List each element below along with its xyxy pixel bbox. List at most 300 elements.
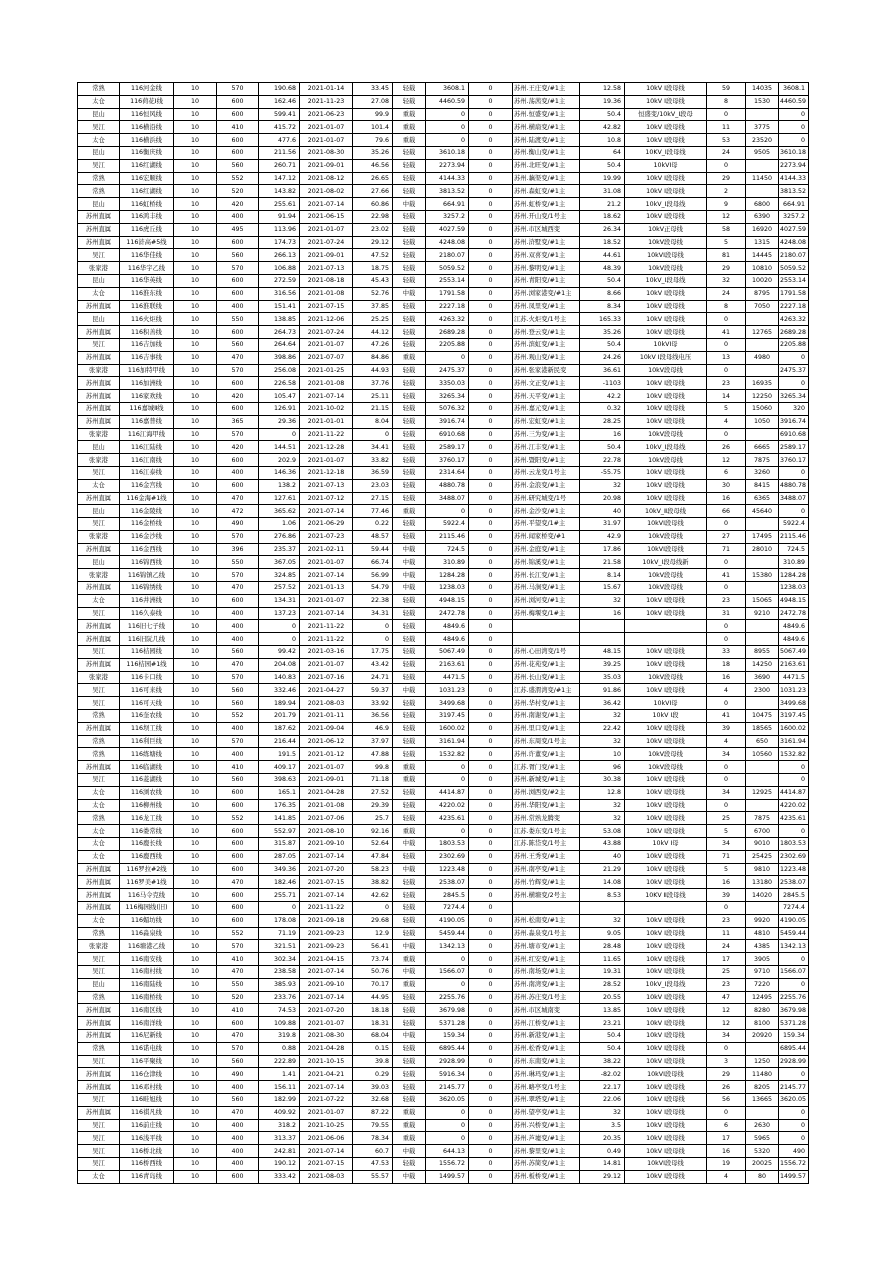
cell-capacity: 6390 [746, 210, 779, 223]
cell-remaining-capacity: 4027.59 [426, 223, 469, 236]
cell-transformer-load: 32 [580, 812, 625, 825]
cell-capacity: 4810 [746, 927, 779, 940]
cell-voltage: 10 [174, 710, 217, 723]
cell-load-status: 轻载 [393, 95, 426, 108]
cell-company: 苏州直属 [78, 390, 120, 403]
cell-company: 吴江 [78, 953, 120, 966]
cell-capacity: 12765 [746, 326, 779, 339]
cell-voltage: 10 [174, 185, 217, 198]
cell-rated-current: 600 [217, 326, 259, 339]
cell-transformer-load: 19.99 [580, 172, 625, 185]
cell-company: 常熟 [78, 185, 120, 198]
cell-load-rate: 0 [353, 428, 393, 441]
cell-max-current: 238.58 [259, 965, 300, 978]
cell-max-current: 0.88 [259, 1042, 300, 1055]
cell-max-current: 319.8 [259, 1029, 300, 1042]
table-row [78, 556, 809, 569]
cell-max-current: 147.12 [259, 172, 300, 185]
cell-user-count: 16 [707, 876, 746, 889]
cell-load-status: 轻载 [393, 236, 426, 249]
cell-rated-current: 400 [217, 1132, 259, 1145]
cell-load-rate: 52.64 [353, 838, 393, 851]
cell-substation: 苏州.衡山变/#1主 [513, 146, 580, 159]
cell-available-capacity: 4849.6 [779, 633, 809, 646]
cell-line-name: 116久泰线 [120, 607, 174, 620]
cell-remaining-capacity: 1284.28 [426, 569, 469, 582]
table-row [78, 249, 809, 262]
cell-bus-section: 10kV Ⅰ段母线 [625, 1093, 707, 1106]
table-row [78, 134, 809, 147]
cell-available-capacity: 4263.32 [779, 313, 809, 326]
cell-capacity: 4385 [746, 940, 779, 953]
cell-remaining-capacity: 310.89 [426, 556, 469, 569]
cell-capacity: 5320 [746, 1145, 779, 1158]
cell-user-count: 23 [707, 914, 746, 927]
cell-company: 吴江 [78, 774, 120, 787]
cell-company: 吴江 [78, 1093, 120, 1106]
cell-capacity: 80 [746, 1170, 779, 1183]
cell-substation: 苏州.松香变/#1主 [513, 1042, 580, 1055]
cell-company: 苏州直属 [78, 1029, 120, 1042]
cell-bus-section: 10kV Ⅰ段母线 [625, 390, 707, 403]
cell-load-rate: 27.15 [353, 492, 393, 505]
cell-company: 常熟 [78, 991, 120, 1004]
table-row [78, 889, 809, 902]
cell-line-name: 116金西线 [120, 543, 174, 556]
cell-user-count: 25 [707, 965, 746, 978]
cell-date: 2021-07-24 [300, 326, 353, 339]
cell-capacity: 23520 [746, 134, 779, 147]
cell-line-name: 116前庄线 [120, 1119, 174, 1132]
cell-line-name: 116锦西线 [120, 556, 174, 569]
cell-company: 太仓 [78, 479, 120, 492]
cell-date: 2021-07-14 [300, 505, 353, 518]
cell-company: 吴江 [78, 697, 120, 710]
cell-company: 昆山 [78, 198, 120, 211]
cell-substation: 苏州.黎里变/#1主 [513, 1145, 580, 1158]
cell-date: 2021-07-14 [300, 850, 353, 863]
cell-remaining-capacity: 6910.68 [426, 428, 469, 441]
cell-remaining-capacity: 1031.23 [426, 684, 469, 697]
cell-bus-section: 10kV Ⅰ段母线 [625, 287, 707, 300]
cell-line-name: 116桔园#1线 [120, 658, 174, 671]
cell-available-capacity: 1238.03 [779, 582, 809, 595]
cell-bus-section: 10kV Ⅰ段母线 [625, 914, 707, 927]
cell-remaining-capacity: 5371.28 [426, 1017, 469, 1030]
cell-line-name: 116可天线 [120, 697, 174, 710]
cell-bus-section: 10kVI母 [625, 338, 707, 351]
cell-flag: 0 [469, 671, 513, 684]
cell-transformer-load: 50.4 [580, 338, 625, 351]
cell-voltage: 10 [174, 735, 217, 748]
cell-max-current: 178.08 [259, 914, 300, 927]
cell-flag: 0 [469, 1119, 513, 1132]
cell-capacity [746, 185, 779, 198]
cell-remaining-capacity: 3610.18 [426, 146, 469, 159]
cell-load-status: 轻载 [393, 786, 426, 799]
cell-voltage: 10 [174, 876, 217, 889]
cell-remaining-capacity: 3161.94 [426, 735, 469, 748]
cell-rated-current: 552 [217, 927, 259, 940]
cell-line-name: 116浒高#5线 [120, 236, 174, 249]
cell-voltage: 10 [174, 454, 217, 467]
cell-capacity [746, 582, 779, 595]
cell-load-status: 轻载 [393, 364, 426, 377]
cell-flag: 0 [469, 108, 513, 121]
cell-remaining-capacity: 3679.98 [426, 1004, 469, 1017]
cell-rated-current: 410 [217, 953, 259, 966]
cell-date: 2021-08-10 [300, 825, 353, 838]
cell-max-current: 191.5 [259, 748, 300, 761]
cell-remaining-capacity: 2845.5 [426, 889, 469, 902]
cell-date: 2021-07-16 [300, 671, 353, 684]
cell-transformer-load: 31.08 [580, 185, 625, 198]
cell-user-count: 23 [707, 377, 746, 390]
cell-max-current: 264.64 [259, 338, 300, 351]
cell-voltage: 10 [174, 684, 217, 697]
cell-rated-current: 470 [217, 965, 259, 978]
cell-max-current: 398.86 [259, 351, 300, 364]
cell-user-count: 12 [707, 1017, 746, 1030]
cell-remaining-capacity: 5916.34 [426, 1068, 469, 1081]
cell-user-count: 23 [707, 594, 746, 607]
cell-flag: 0 [469, 198, 513, 211]
cell-available-capacity: 4190.05 [779, 914, 809, 927]
cell-date: 2021-01-08 [300, 377, 353, 390]
cell-max-current: 315.87 [259, 838, 300, 851]
cell-substation: 苏州.横塘变/2号主 [513, 889, 580, 902]
cell-available-capacity: 0 [779, 1119, 809, 1132]
cell-flag: 0 [469, 1042, 513, 1055]
cell-load-status: 轻载 [393, 223, 426, 236]
cell-remaining-capacity: 2115.46 [426, 530, 469, 543]
cell-max-current: 409.17 [259, 761, 300, 774]
cell-line-name: 116江陆线 [120, 441, 174, 454]
cell-transformer-load: 91.86 [580, 684, 625, 697]
cell-transformer-load: 16 [580, 607, 625, 620]
cell-load-status: 轻载 [393, 300, 426, 313]
cell-flag: 0 [469, 633, 513, 646]
cell-date: 2021-11-22 [300, 428, 353, 441]
cell-load-rate: 38.82 [353, 876, 393, 889]
cell-line-name: 116畦旭线 [120, 1093, 174, 1106]
cell-max-current: 134.31 [259, 594, 300, 607]
cell-load-rate: 78.34 [353, 1132, 393, 1145]
cell-available-capacity: 4027.59 [779, 223, 809, 236]
cell-load-status: 轻载 [393, 1042, 426, 1055]
cell-remaining-capacity: 6895.44 [426, 1042, 469, 1055]
cell-company: 常熟 [78, 927, 120, 940]
cell-user-count: 0 [707, 364, 746, 377]
cell-user-count: 0 [707, 633, 746, 646]
cell-user-count: 47 [707, 991, 746, 1004]
cell-remaining-capacity: 2180.07 [426, 249, 469, 262]
cell-capacity: 8205 [746, 1081, 779, 1094]
cell-load-rate: 47.88 [353, 748, 393, 761]
cell-max-current: 255.71 [259, 889, 300, 902]
table-row [78, 338, 809, 351]
cell-available-capacity: 1556.72 [779, 1157, 809, 1170]
cell-flag: 0 [469, 479, 513, 492]
cell-load-rate: 27.52 [353, 786, 393, 799]
cell-voltage: 10 [174, 786, 217, 799]
cell-company: 苏州直属 [78, 402, 120, 415]
cell-load-rate: 25.25 [353, 313, 393, 326]
cell-bus-section: 10kV Ⅰ段母线 [625, 812, 707, 825]
cell-available-capacity: 3620.05 [779, 1093, 809, 1106]
cell-remaining-capacity: 4471.5 [426, 671, 469, 684]
cell-substation: 苏州.江桥变/#1主 [513, 1017, 580, 1030]
cell-load-rate: 44.95 [353, 991, 393, 1004]
cell-load-status: 轻载 [393, 492, 426, 505]
cell-transformer-load: 29.12 [580, 1170, 625, 1183]
cell-remaining-capacity: 1499.57 [426, 1170, 469, 1183]
cell-remaining-capacity: 4190.05 [426, 914, 469, 927]
cell-user-count: 71 [707, 543, 746, 556]
cell-load-status: 轻载 [393, 1157, 426, 1170]
cell-load-rate: 22.38 [353, 594, 393, 607]
cell-company: 太仓 [78, 914, 120, 927]
cell-max-current: 316.56 [259, 287, 300, 300]
cell-load-rate: 77.46 [353, 505, 393, 518]
cell-line-name: 116坝工线 [120, 722, 174, 735]
cell-transformer-load: 12.58 [580, 83, 625, 96]
cell-load-rate: 42.62 [353, 889, 393, 902]
cell-bus-section: 10kV Ⅰ段母线 [625, 876, 707, 889]
cell-available-capacity: 2472.78 [779, 607, 809, 620]
cell-remaining-capacity: 1556.72 [426, 1157, 469, 1170]
cell-line-name: 116金宫线 [120, 479, 174, 492]
cell-flag: 0 [469, 927, 513, 940]
cell-available-capacity: 2553.14 [779, 274, 809, 287]
cell-load-rate: 71.18 [353, 774, 393, 787]
cell-load-rate: 29.12 [353, 236, 393, 249]
cell-capacity: 10560 [746, 748, 779, 761]
cell-line-name: 116虹桥线 [120, 198, 174, 211]
cell-max-current: 415.72 [259, 121, 300, 134]
cell-capacity [746, 556, 779, 569]
cell-capacity: 8280 [746, 1004, 779, 1017]
cell-bus-section: 10kV段母线 [625, 761, 707, 774]
cell-available-capacity: 0 [779, 466, 809, 479]
cell-rated-current: 600 [217, 850, 259, 863]
cell-max-current: 156.11 [259, 1081, 300, 1094]
cell-date: 2021-09-01 [300, 774, 353, 787]
cell-voltage: 10 [174, 799, 217, 812]
cell-line-name: 116邓村线 [120, 1081, 174, 1094]
cell-date: 2021-12-18 [300, 466, 353, 479]
cell-remaining-capacity: 4414.87 [426, 786, 469, 799]
cell-capacity [746, 313, 779, 326]
cell-flag: 0 [469, 774, 513, 787]
table-row [78, 1042, 809, 1055]
cell-transformer-load: 16 [580, 428, 625, 441]
cell-max-current: 318.2 [259, 1119, 300, 1132]
cell-user-count: 8 [707, 95, 746, 108]
cell-rated-current: 600 [217, 146, 259, 159]
table-row [78, 863, 809, 876]
cell-available-capacity: 4849.6 [779, 620, 809, 633]
cell-user-count: 18 [707, 658, 746, 671]
cell-date: 2021-07-15 [300, 876, 353, 889]
table-row [78, 620, 809, 633]
cell-line-name: 116祺凡线 [120, 1106, 174, 1119]
cell-rated-current: 600 [217, 274, 259, 287]
cell-load-status: 轻载 [393, 850, 426, 863]
cell-line-name: 116宏顺线 [120, 172, 174, 185]
cell-available-capacity: 3499.68 [779, 697, 809, 710]
cell-company: 张家港 [78, 454, 120, 467]
cell-substation: 苏州.望亭变/#1主 [513, 1106, 580, 1119]
cell-transformer-load: 32 [580, 710, 625, 723]
cell-load-rate: 39.8 [353, 1055, 393, 1068]
cell-load-status: 轻载 [393, 991, 426, 1004]
table-row [78, 377, 809, 390]
cell-transformer-load: 9.05 [580, 927, 625, 940]
cell-substation: 苏州.观山变/#1主 [513, 351, 580, 364]
cell-bus-section: 10kV Ⅰ段母线 [625, 172, 707, 185]
cell-rated-current: 600 [217, 236, 259, 249]
cell-voltage: 10 [174, 965, 217, 978]
cell-available-capacity: 0 [779, 1132, 809, 1145]
cell-voltage: 10 [174, 838, 217, 851]
cell-max-current: 202.9 [259, 454, 300, 467]
cell-line-name: 116尼新线 [120, 1029, 174, 1042]
cell-bus-section: 10kV_Ⅰ段母线 [625, 274, 707, 287]
cell-date: 2021-01-07 [300, 454, 353, 467]
cell-date: 2021-01-07 [300, 223, 353, 236]
cell-user-count: 0 [707, 556, 746, 569]
cell-load-rate: 56.99 [353, 569, 393, 582]
cell-rated-current: 400 [217, 210, 259, 223]
cell-remaining-capacity: 3813.52 [426, 185, 469, 198]
cell-line-name: 116南区线 [120, 1004, 174, 1017]
cell-transformer-load: 13.85 [580, 1004, 625, 1017]
cell-user-count: 0 [707, 582, 746, 595]
cell-remaining-capacity: 0 [426, 953, 469, 966]
cell-remaining-capacity: 3257.2 [426, 210, 469, 223]
table-row [78, 646, 809, 659]
cell-substation: 苏州.浏家港变/#1主 [513, 287, 580, 300]
cell-available-capacity: 0 [779, 505, 809, 518]
cell-date: 2021-09-01 [300, 159, 353, 172]
cell-transformer-load: 18.52 [580, 236, 625, 249]
cell-remaining-capacity: 4263.32 [426, 313, 469, 326]
cell-user-count: 23 [707, 978, 746, 991]
table-row [78, 326, 809, 339]
cell-max-current: 137.23 [259, 607, 300, 620]
cell-capacity [746, 620, 779, 633]
cell-load-status: 轻载 [393, 914, 426, 927]
cell-user-count: 4 [707, 684, 746, 697]
cell-max-current: 321.51 [259, 940, 300, 953]
cell-bus-section [625, 902, 707, 915]
cell-voltage: 10 [174, 428, 217, 441]
cell-load-status: 中载 [393, 863, 426, 876]
cell-voltage: 10 [174, 1157, 217, 1170]
cell-user-count: 14 [707, 390, 746, 403]
cell-bus-section: 10kV Ⅰ段母线 [625, 940, 707, 953]
cell-transformer-load: 32 [580, 479, 625, 492]
cell-bus-section: 10kV正母线 [625, 223, 707, 236]
cell-date: 2021-07-15 [300, 1157, 353, 1170]
cell-available-capacity: 1791.58 [779, 287, 809, 300]
cell-load-rate: 25.7 [353, 812, 393, 825]
cell-line-name: 116吉事线 [120, 351, 174, 364]
cell-voltage: 10 [174, 172, 217, 185]
cell-max-current: 257.52 [259, 582, 300, 595]
cell-rated-current: 400 [217, 620, 259, 633]
cell-bus-section: 10KV Ⅱ段母线 [625, 889, 707, 902]
cell-date: 2021-08-02 [300, 185, 353, 198]
cell-load-rate: 0.22 [353, 518, 393, 531]
cell-bus-section: 10kV Ⅰ段母线 [625, 134, 707, 147]
cell-substation: 苏州.文正变/#1主 [513, 377, 580, 390]
cell-load-rate: 23.03 [353, 479, 393, 492]
cell-capacity: 45640 [746, 505, 779, 518]
cell-substation: 苏州.暨阳变/#1主 [513, 454, 580, 467]
cell-flag: 0 [469, 300, 513, 313]
cell-flag: 0 [469, 1004, 513, 1017]
cell-max-current: 182.46 [259, 876, 300, 889]
cell-line-name: 116淮联线 [120, 300, 174, 313]
cell-substation: 苏州.荡茜变/#1主 [513, 95, 580, 108]
cell-capacity: 28010 [746, 543, 779, 556]
cell-remaining-capacity: 4220.02 [426, 799, 469, 812]
cell-line-name: 116临湖线 [120, 761, 174, 774]
cell-substation: 苏州.黎明变/#1主 [513, 262, 580, 275]
cell-voltage: 10 [174, 1170, 217, 1183]
cell-company: 常熟 [78, 735, 120, 748]
cell-company: 苏州直属 [78, 326, 120, 339]
cell-flag: 0 [469, 1106, 513, 1119]
cell-company: 太仓 [78, 799, 120, 812]
cell-voltage: 10 [174, 518, 217, 531]
cell-user-count: 16 [707, 492, 746, 505]
cell-rated-current: 552 [217, 710, 259, 723]
cell-substation: 苏州.滨虹变/#1主 [513, 338, 580, 351]
cell-capacity: 9710 [746, 965, 779, 978]
cell-available-capacity: 3610.18 [779, 146, 809, 159]
cell-capacity: 6700 [746, 825, 779, 838]
cell-flag: 0 [469, 1068, 513, 1081]
cell-capacity: 3260 [746, 466, 779, 479]
cell-remaining-capacity: 0 [426, 108, 469, 121]
cell-user-count: 17 [707, 953, 746, 966]
cell-available-capacity: 1342.13 [779, 940, 809, 953]
cell-available-capacity: 0 [779, 953, 809, 966]
cell-bus-section: 10kVI母 [625, 697, 707, 710]
cell-bus-section: 10kV Ⅰ段母线 [625, 684, 707, 697]
cell-voltage: 10 [174, 633, 217, 646]
cell-user-count: 34 [707, 1029, 746, 1042]
cell-rated-current: 560 [217, 1055, 259, 1068]
cell-line-name: 116金沙线 [120, 530, 174, 543]
cell-voltage: 10 [174, 492, 217, 505]
cell-flag: 0 [469, 1170, 513, 1183]
cell-available-capacity: 2163.61 [779, 658, 809, 671]
cell-company: 苏州直属 [78, 658, 120, 671]
cell-capacity: 14020 [746, 889, 779, 902]
cell-available-capacity: 3197.45 [779, 710, 809, 723]
cell-company: 张家港 [78, 428, 120, 441]
cell-load-rate: 23.02 [353, 223, 393, 236]
table-row [78, 287, 809, 300]
cell-substation: 江苏.盛渭湾变/#1主 [513, 684, 580, 697]
cell-bus-section: 10kV段母线 [625, 569, 707, 582]
cell-max-current: 222.89 [259, 1055, 300, 1068]
cell-transformer-load: 24.26 [580, 351, 625, 364]
